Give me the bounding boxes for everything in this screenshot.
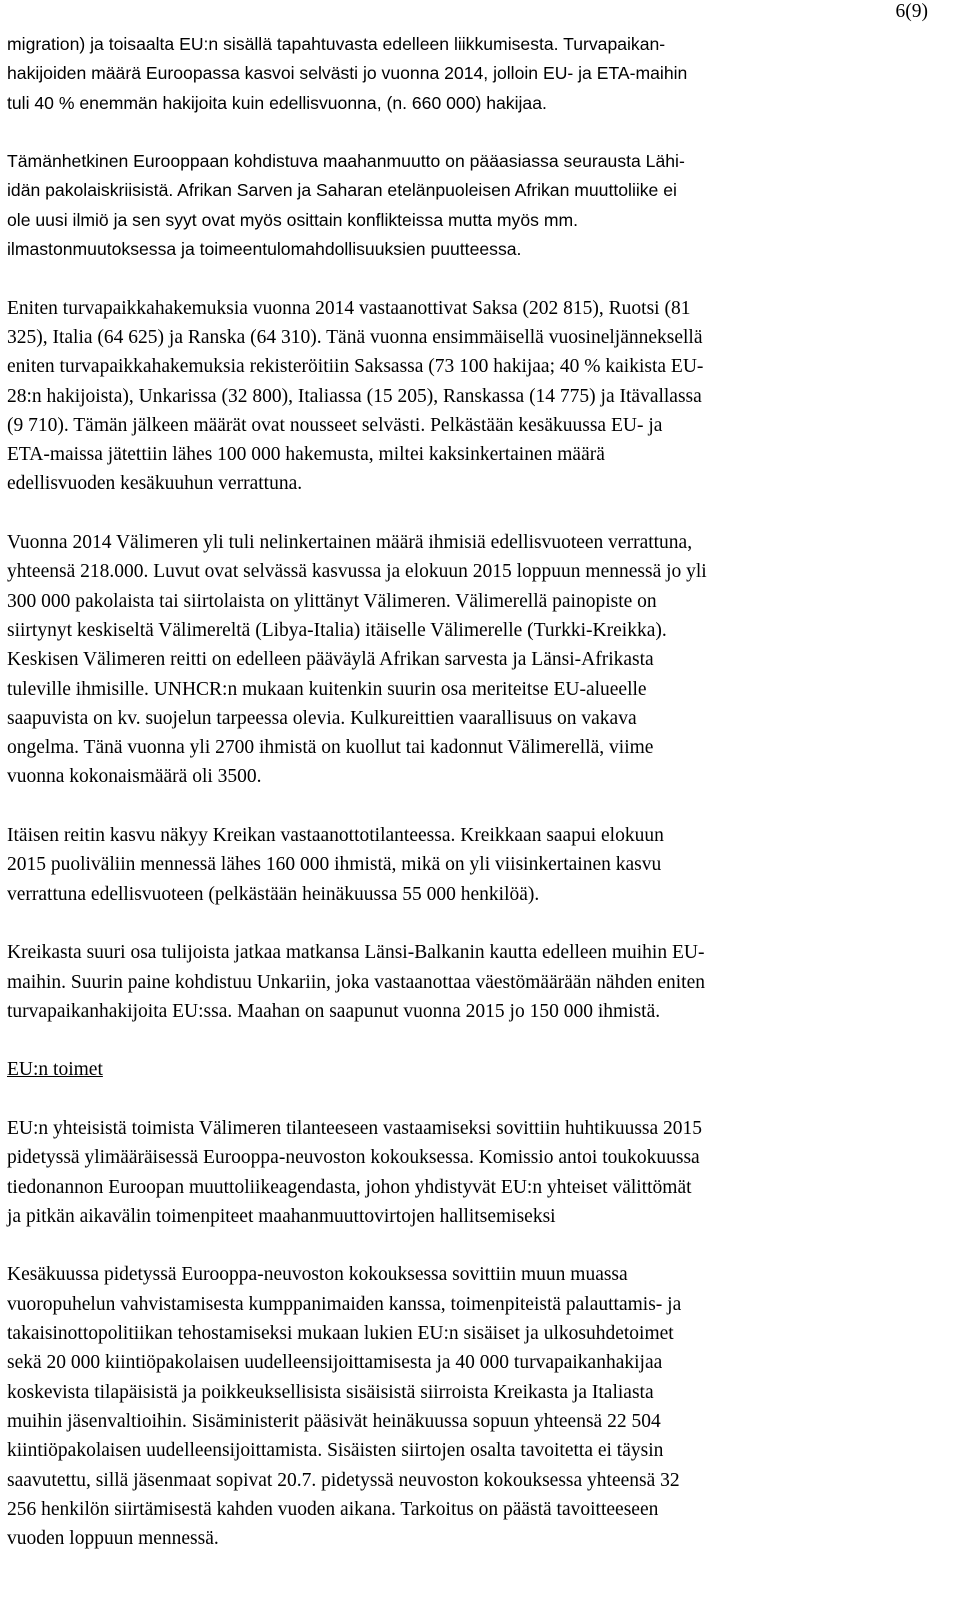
paragraph-p2	[7, 147, 929, 264]
text-line: ETA-maissa jätettiin lähes 100 000 hakemusta, miltei kaksinkertainen määrä	[7, 444, 605, 466]
text-line: maihin. Suurin paine kohdistuu Unkariin, joka vastaanottaa väestömäärään nähden eniten	[7, 971, 706, 993]
paragraph-gap	[7, 499, 929, 528]
text-line: Kesäkuussa pidetyssä Eurooppa-neuvoston kokouksessa sovittiin muun muassa	[7, 1264, 628, 1286]
text-line: ole uusi ilmiö ja sen syyt ovat myös osittain konflikteissa mutta myös mm.	[7, 209, 579, 230]
section-heading	[7, 1055, 929, 1084]
paragraph-gap	[7, 792, 929, 821]
text-line: Keskisen Välimeren reitti on edelleen pääväylä Afrikan sarvesta ja Länsi-Afrikasta	[7, 649, 654, 671]
text-line: hakijoiden määrä Euroopassa kasvoi selvästi jo vuonna 2014, jolloin EU- ja ETA-maihin	[7, 63, 688, 84]
paragraph-p1	[7, 30, 929, 118]
text-line: (9 710). Tämän jälkeen määrät ovat nousseet selvästi. Pelkästään kesäkuussa EU- ja	[7, 414, 663, 436]
text-line: tuli 40 % enemmän hakijoita kuin edellisvuonna, (n. 660 000) hakijaa.	[7, 92, 547, 113]
text-line: Vuonna 2014 Välimeren yli tuli nelinkertainen määrä ihmisiä edellisvuoteen verrattuna,	[7, 532, 693, 554]
text-line: 2015 puoliväliin mennessä lähes 160 000 ihmistä, mikä on yli viisinkertainen kasvu	[7, 854, 662, 876]
text-line: takaisinottopolitiikan tehostamiseksi mukaan lukien EU:n sisäiset ja ulkosuhdetoimet	[7, 1323, 674, 1345]
text-line: saapuvista on kv. suojelun tarpeessa olevia. Kulkureittien vaarallisuus on vakava	[7, 707, 637, 729]
text-line: 300 000 pakolaista tai siirtolaista on ylittänyt Välimeren. Välimerellä painopiste on	[7, 590, 657, 612]
paragraph-gap	[7, 1231, 929, 1260]
paragraph-p7	[7, 1114, 929, 1231]
text-line: yhteensä 218.000. Luvut ovat selvässä kasvussa ja elokuun 2015 loppuun mennessä jo yli	[7, 561, 707, 583]
text-line: ja pitkän aikavälin toimenpiteet maahanmuuttovirtojen hallitsemiseksi	[7, 1205, 556, 1227]
text-line: tuleville ihmisille. UNHCR:n mukaan kuitenkin suurin osa meriteitse EU-alueelle	[7, 678, 647, 700]
page-number: 6(9)	[895, 1, 928, 22]
text-line: 28:n hakijoista), Unkarissa (32 800), Italiassa (15 205), Ranskassa (14 775) ja Itävallassa	[7, 385, 702, 407]
paragraph-gap	[7, 118, 929, 147]
text-line: tiedonannon Euroopan muuttoliikeagendasta, johon yhdistyvät EU:n yhteiset välittömät	[7, 1176, 692, 1198]
text-line: saavutettu, sillä jäsenmaat sopivat 20.7. pidetyssä neuvoston kokouksessa yhteensä 32	[7, 1469, 680, 1491]
text-line: idän pakolaiskriisistä. Afrikan Sarven ja Saharan etelänpuoleisen Afrikan muuttoliike ei	[7, 180, 677, 201]
section-heading-text: EU:n toimet	[7, 1059, 103, 1081]
text-line: Eniten turvapaikkahakemuksia vuonna 2014 vastaanottivat Saksa (202 815), Ruotsi (81	[7, 297, 691, 319]
text-line: turvapaikanhakijoita EU:ssa. Maahan on saapunut vuonna 2015 jo 150 000 ihmistä.	[7, 1000, 661, 1022]
paragraph-p5	[7, 821, 929, 909]
document-body	[7, 30, 929, 1553]
text-line: Itäisen reitin kasvu näkyy Kreikan vastaanottotilanteessa. Kreikkaan saapui elokuun	[7, 825, 664, 847]
text-line: vuoden loppuun mennessä.	[7, 1528, 219, 1550]
paragraph-p6	[7, 938, 929, 1026]
text-line: ongelma. Tänä vuonna yli 2700 ihmistä on kuollut tai kadonnut Välimerellä, viime	[7, 737, 654, 759]
text-line: 325), Italia (64 625) ja Ranska (64 310). Tänä vuonna ensimmäisellä vuosineljänneksellä	[7, 326, 703, 348]
text-line: eniten turvapaikkahakemuksia rekisteröitiin Saksassa (73 100 hakijaa; 40 % kaikista EU-	[7, 356, 704, 378]
text-line: migration) ja toisaalta EU:n sisällä tapahtuvasta edelleen liikkumisesta. Turvapaikan-	[7, 34, 666, 54]
text-line: 256 henkilön siirtämisestä kahden vuoden aikana. Tarkoitus on päästä tavoitteeseen	[7, 1498, 659, 1520]
text-line: EU:n yhteisistä toimista Välimeren tilanteeseen vastaamiseksi sovittiin huhtikuussa 2015	[7, 1117, 703, 1139]
text-line: vuonna kokonaismäärä oli 3500.	[7, 766, 262, 788]
text-line: vuoropuhelun vahvistamisesta kumppanimaiden kanssa, toimenpiteistä palauttamis- ja	[7, 1293, 682, 1315]
paragraph-p4	[7, 528, 929, 792]
text-line: verrattuna edellisvuoteen (pelkästään heinäkuussa 55 000 henkilöä).	[7, 883, 540, 905]
paragraph-gap	[7, 264, 929, 293]
paragraph-gap	[7, 1026, 929, 1055]
text-line: pidetyssä ylimääräisessä Eurooppa-neuvoston kokouksessa. Komissio antoi toukokuussa	[7, 1147, 700, 1169]
text-line: edellisvuoden kesäkuuhun verrattuna.	[7, 473, 303, 495]
paragraph-p8	[7, 1260, 929, 1553]
text-line: Kreikasta suuri osa tulijoista jatkaa matkansa Länsi-Balkanin kautta edelleen muihin EU-	[7, 942, 705, 964]
text-line: ilmastonmuutoksessa ja toimeentulomahdollisuuksien puutteessa.	[7, 239, 522, 260]
text-line: sekä 20 000 kiintiöpakolaisen uudelleensijoittamisesta ja 40 000 turvapaikanhakijaa	[7, 1352, 663, 1374]
paragraph-gap	[7, 1085, 929, 1114]
text-line: kiintiöpakolaisen uudelleensijoittamista. Sisäisten siirtojen osalta tavoitetta ei täysin	[7, 1440, 664, 1462]
text-line: siirtynyt keskiseltä Välimereltä (Libya-Italia) itäiselle Välimerelle (Turkki-Kreikka).	[7, 619, 667, 641]
text-line: muihin jäsenvaltioihin. Sisäministerit pääsivät heinäkuussa sopuun yhteensä 22 504	[7, 1410, 661, 1432]
text-line: koskevista tilapäisistä ja poikkeuksellisista sisäisistä siirroista Kreikasta ja Italiasta	[7, 1381, 654, 1403]
paragraph-gap	[7, 909, 929, 938]
paragraph-p3	[7, 294, 929, 499]
text-line: Tämänhetkinen Eurooppaan kohdistuva maahanmuutto on pääasiassa seurausta Lähi-	[7, 151, 685, 172]
